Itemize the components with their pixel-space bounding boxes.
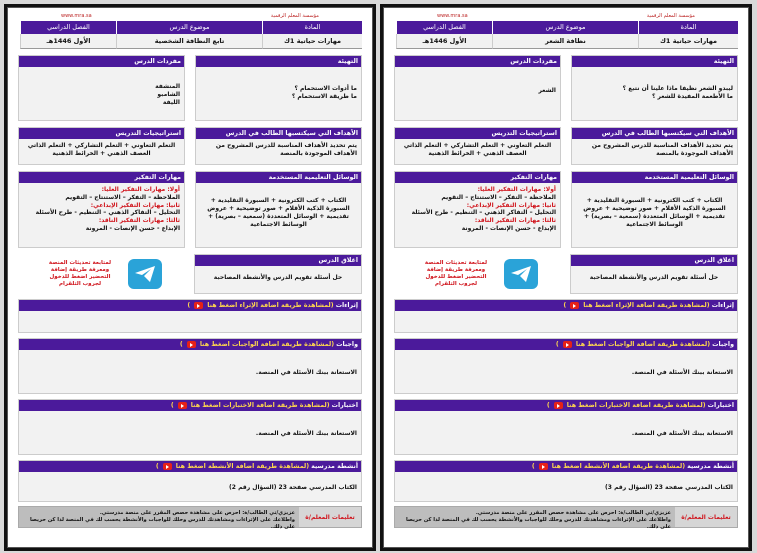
paren: ) xyxy=(546,402,550,409)
activities-link[interactable]: (لمشاهدة طريقة اضافة الأنشطة اضغط هنا xyxy=(551,463,686,470)
tests-link[interactable]: (لمشاهدة طريقة اضافة الاختبارات اضغط هنا xyxy=(566,402,706,409)
subject-header: المادة xyxy=(262,21,362,34)
paren: ) xyxy=(531,463,535,470)
lesson-info-table xyxy=(18,21,362,49)
tests-label: اختبارات xyxy=(331,402,358,409)
notes-line: واطلاعك على الإثراءات ومشاهدتك للدرس وحلك للواجبات والأنشطة يحسب لك في المنصة لذا كن حريصا على ذلك. xyxy=(405,517,671,530)
thinking-heading-2: ثانيا: مهارات التفكير الإبداعي: xyxy=(466,201,556,209)
teacher-notes xyxy=(394,506,738,528)
vocab-item: الشامبو xyxy=(157,91,180,98)
enrichment-section xyxy=(394,299,738,333)
topic-header: موضوع الدرس xyxy=(116,21,262,34)
term-value: الأول 1446هـ xyxy=(396,34,492,49)
activities-label: أنشطة مدرسية xyxy=(687,463,734,470)
aids-box xyxy=(571,171,738,248)
vocab-title: مفردات الدرس xyxy=(395,56,560,67)
notes-line: واطلاعك على الإثراءات ومشاهدتك للدرس وحلك للواجبات والأنشطة يحسب لك في المنصة لذا كن حريصا على ذلك. xyxy=(29,517,295,530)
paren: ) xyxy=(170,402,174,409)
telegram-text[interactable]: لمتابعة تحديثات المنصة ومعرفة طريقة إضافة التحضير اضغط للدخول لجروب التلقرام xyxy=(48,260,112,287)
teacher-notes-label: تعليمات المعلم/ة xyxy=(299,507,361,527)
homework-text: الاستعانة ببنك الأسئلة في المنصة. xyxy=(631,368,733,376)
youtube-icon[interactable] xyxy=(163,463,172,470)
enrichment-link[interactable]: (لمشاهدة طريقة اضافة الإثراء اضغط هنا xyxy=(207,302,334,309)
enrichment-label: إثراءات xyxy=(335,302,358,309)
vocab-box xyxy=(18,55,185,121)
site-name: مؤسسة المعلم الرقمية xyxy=(646,13,695,19)
vocab-item: الليفة xyxy=(162,99,180,106)
topic-header: موضوع الدرس xyxy=(492,21,638,34)
notes-line: عزيزي/تي الطالب/ة: احرص على مشاهدة حصص المقرر على منصة مدرستي. xyxy=(99,510,295,516)
notes-line: عزيزي/تي الطالب/ة: احرص على مشاهدة حصص المقرر على منصة مدرستي. xyxy=(475,510,671,516)
term-header: الفصل الدراسي xyxy=(20,21,116,34)
activities-label: أنشطة مدرسية xyxy=(311,463,358,470)
youtube-icon[interactable] xyxy=(178,402,187,409)
lesson-plan-page-left xyxy=(4,4,376,551)
youtube-icon[interactable] xyxy=(554,402,563,409)
tests-section xyxy=(394,399,738,455)
warmup-line: ليبدو الشعر نظيفا ماذا علينا أن نتبع ؟ xyxy=(622,85,733,92)
page-topline xyxy=(387,11,745,21)
paren: ) xyxy=(155,463,159,470)
thinking-heading-1: أولا: مهارات التفكير العليا: xyxy=(101,186,180,193)
paren: ) xyxy=(179,341,183,348)
site-url[interactable]: www.mra.sa xyxy=(61,13,92,19)
strategies-box xyxy=(394,127,561,165)
warmup-line: ما أدوات الاستحمام ؟ xyxy=(294,85,357,92)
subject-header: المادة xyxy=(638,21,738,34)
youtube-icon[interactable] xyxy=(187,341,196,348)
warmup-box xyxy=(195,55,362,121)
term-header: الفصل الدراسي xyxy=(396,21,492,34)
aids-title: الوسائل التعليمية المستخدمة xyxy=(196,172,361,183)
paren: ) xyxy=(563,302,567,309)
youtube-icon[interactable] xyxy=(570,302,579,309)
vocab-item: الشعر xyxy=(538,87,556,94)
thinking-title: مهارات التفكير xyxy=(19,172,184,183)
aids-title: الوسائل التعليمية المستخدمة xyxy=(572,172,737,183)
thinking-title: مهارات التفكير xyxy=(395,172,560,183)
subject-value: مهارات حياتية 1ك xyxy=(638,34,738,49)
activities-text: الكتاب المدرسي صفحة 23 (السؤال رقم 3) xyxy=(605,483,733,491)
topic-value: نظافة الشعر xyxy=(492,34,638,49)
activities-section xyxy=(394,460,738,502)
objectives-text: يتم تحديد الأهداف المناسبة للدرس المشروح من الأهداف الموجودة بالمنصة xyxy=(591,142,733,157)
youtube-icon[interactable] xyxy=(539,463,548,470)
vocab-box xyxy=(394,55,561,121)
homework-section xyxy=(394,338,738,394)
thinking-text-2: التحليل – التفاكر الذهني – التنظيم - طرح الأسئلة xyxy=(411,209,556,217)
lesson-info-table xyxy=(394,21,738,49)
page-topline xyxy=(11,11,369,21)
strategies-text: التعلم التعاوني + التعلم التشاركي + التعلم الذاتي العصف الذهني + الخرائط الذهنية xyxy=(27,142,176,157)
telegram-text[interactable]: لمتابعة تحديثات المنصة ومعرفة طريقة إضافة التحضير اضغط للدخول لجروب التلقرام xyxy=(424,260,488,287)
tests-text: الاستعانة ببنك الأسئلة في المنصة. xyxy=(255,429,357,437)
homework-label: واجبات xyxy=(336,341,358,348)
site-name: مؤسسة المعلم الرقمية xyxy=(270,13,319,19)
thinking-text-3: الإبداع - حسن الإنصات - المرونة xyxy=(461,224,556,232)
aids-text: الكتاب + كتب الكترونية + السبورة التقليدية + السبورة الذكية الأقلام + صور توضيحية + عروض تقديمية + الوسائل المتعددة (سمعية – بصرية) + الوسائط الاجتماعية xyxy=(207,197,350,228)
youtube-icon[interactable] xyxy=(194,302,203,309)
strategies-title: استراتيجيات التدريس xyxy=(19,128,184,139)
homework-link[interactable]: (لمشاهدة طريقة اضافة الواجبات اضغط هنا xyxy=(575,341,711,348)
closing-text: حل أسئلة تقويم الدرس والأنشطة المصاحبة xyxy=(213,274,343,281)
homework-link[interactable]: (لمشاهدة طريقة اضافة الواجبات اضغط هنا xyxy=(199,341,335,348)
activities-text: الكتاب المدرسي صفحة 23 (السؤال رقم 2) xyxy=(229,483,357,491)
thinking-text-1: الملاحظة – التفكر – الاستنتاج – التقويم xyxy=(441,193,556,201)
objectives-title: الأهداف التي سيكتسبها الطالب في الدرس xyxy=(196,128,361,139)
enrichment-text xyxy=(19,311,361,319)
homework-text: الاستعانة ببنك الأسئلة في المنصة. xyxy=(255,368,357,376)
strategies-title: استراتيجيات التدريس xyxy=(395,128,560,139)
activities-section xyxy=(18,460,362,502)
term-value: الأول 1446هـ xyxy=(20,34,116,49)
thinking-text-2: التحليل – التفاكر الذهني – التنظيم - طرح الأسئلة xyxy=(35,209,180,217)
telegram-promo[interactable] xyxy=(18,254,184,294)
paren: ) xyxy=(555,341,559,348)
activities-link[interactable]: (لمشاهدة طريقة اضافة الأنشطة اضغط هنا xyxy=(175,463,310,470)
topic-value: تابع النظافة الشخصية xyxy=(116,34,262,49)
teacher-notes-label: تعليمات المعلم/ة xyxy=(675,507,737,527)
tests-label: اختبارات xyxy=(707,402,734,409)
enrichment-link[interactable]: (لمشاهدة طريقة اضافة الإثراء اضغط هنا xyxy=(583,302,710,309)
strategies-box xyxy=(18,127,185,165)
telegram-promo[interactable] xyxy=(394,254,560,294)
warmup-line: ما الأطعمة المفيدة للشعر ؟ xyxy=(651,93,733,100)
vocab-item: المنشفة xyxy=(155,83,180,90)
thinking-heading-1: أولا: مهارات التفكير العليا: xyxy=(477,186,556,193)
warmup-title: التهيئة xyxy=(196,56,361,67)
tests-text: الاستعانة ببنك الأسئلة في المنصة. xyxy=(631,429,733,437)
warmup-title: التهيئة xyxy=(572,56,737,67)
paren: ) xyxy=(187,302,191,309)
tests-link[interactable]: (لمشاهدة طريقة اضافة الاختبارات اضغط هنا xyxy=(190,402,330,409)
thinking-text-1: الملاحظة – التفكر – الاستنتاج – التقويم xyxy=(65,193,180,201)
telegram-icon[interactable] xyxy=(128,259,162,289)
thinking-box xyxy=(394,171,561,248)
aids-box xyxy=(195,171,362,248)
closing-box xyxy=(194,254,362,294)
lesson-plan-page-right xyxy=(380,4,752,551)
aids-text: الكتاب + كتب الكترونية + السبورة التقليدية + السبورة الذكية الأقلام + صور توضيحية + عروض تقديمية + الوسائل المتعددة (سمعية – بصرية) + الوسائط الاجتماعية xyxy=(583,197,726,228)
site-url[interactable]: www.mra.sa xyxy=(437,13,468,19)
vocab-title: مفردات الدرس xyxy=(19,56,184,67)
thinking-heading-3: ثالثا: مهارات التفكير الناقد: xyxy=(98,217,180,225)
warmup-box xyxy=(571,55,738,121)
enrichment-text xyxy=(395,311,737,319)
enrichment-label: إثراءات xyxy=(711,302,734,309)
enrichment-section xyxy=(18,299,362,333)
subject-value: مهارات حياتية 1ك xyxy=(262,34,362,49)
youtube-icon[interactable] xyxy=(563,341,572,348)
closing-box xyxy=(570,254,738,294)
thinking-heading-3: ثالثا: مهارات التفكير الناقد: xyxy=(474,217,556,225)
objectives-title: الأهداف التي سيكتسبها الطالب في الدرس xyxy=(572,128,737,139)
closing-text: حل أسئلة تقويم الدرس والأنشطة المصاحبة xyxy=(589,274,719,281)
thinking-box xyxy=(18,171,185,248)
telegram-icon[interactable] xyxy=(504,259,538,289)
warmup-line: ما طريقة الاستحمام ؟ xyxy=(291,93,357,100)
closing-title: اغلاق الدرس xyxy=(195,255,361,266)
objectives-box xyxy=(195,127,362,165)
strategies-text: التعلم التعاوني + التعلم التشاركي + التعلم الذاتي العصف الذهني + الخرائط الذهنية xyxy=(403,142,552,157)
closing-title: اغلاق الدرس xyxy=(571,255,737,266)
objectives-box xyxy=(571,127,738,165)
homework-section xyxy=(18,338,362,394)
teacher-notes xyxy=(18,506,362,528)
tests-section xyxy=(18,399,362,455)
thinking-heading-2: ثانيا: مهارات التفكير الإبداعي: xyxy=(90,201,180,209)
thinking-text-3: الإبداع - حسن الإنصات - المرونة xyxy=(85,224,180,232)
objectives-text: يتم تحديد الأهداف المناسبة للدرس المشروح من الأهداف الموجودة بالمنصة xyxy=(215,142,357,157)
homework-label: واجبات xyxy=(712,341,734,348)
